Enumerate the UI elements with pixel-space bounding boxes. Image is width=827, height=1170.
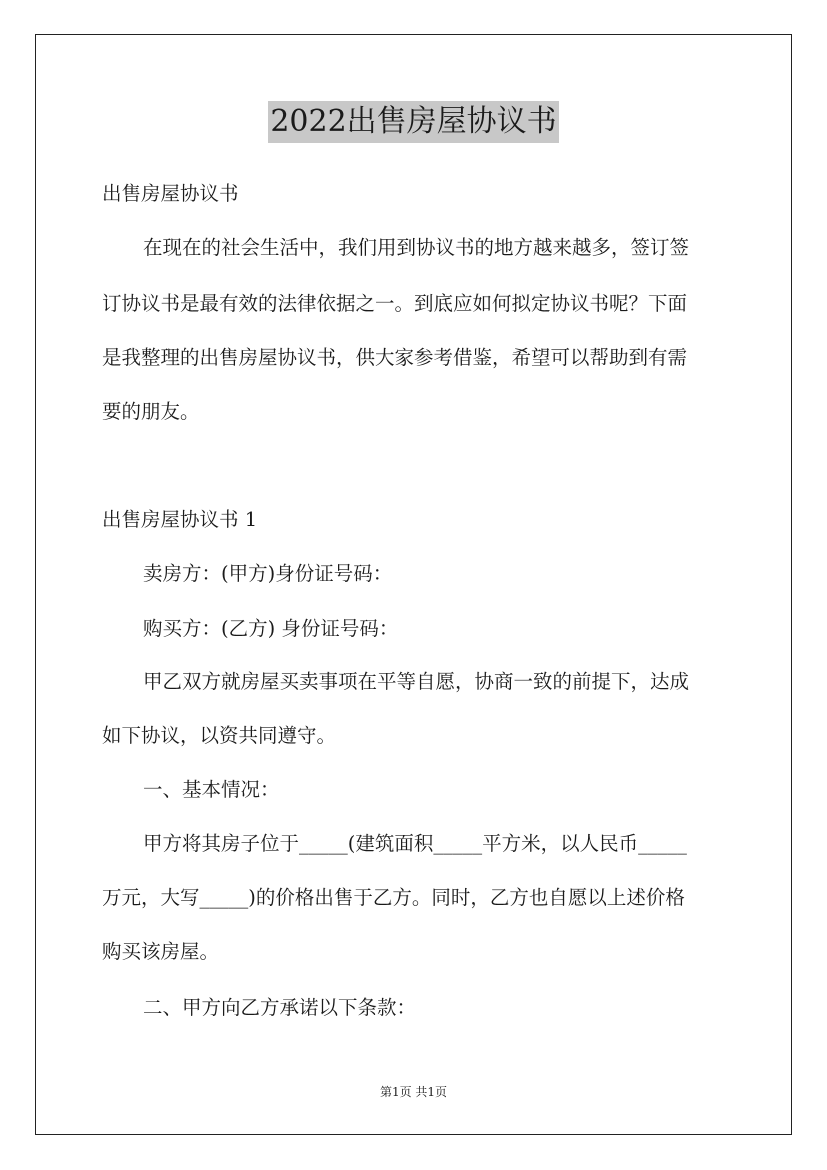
section-1-heading: 一、基本情况： xyxy=(143,778,280,801)
intro-line-1: 在现在的社会生活中，我们用到协议书的地方越来越多，签订签 xyxy=(143,236,690,259)
basic-line-1: 甲方将其房子位于_____(建筑面积_____平方米，以人民币_____ xyxy=(143,832,687,855)
buyer-line: 购买方：(乙方) 身份证号码： xyxy=(143,617,399,640)
basic-line-3: 购买该房屋。 xyxy=(102,940,220,963)
section-2-heading: 二、甲方向乙方承诺以下条款： xyxy=(143,996,417,1019)
page-number-label: 第1页 共1页 xyxy=(379,1085,448,1099)
heading-1: 出售房屋协议书 xyxy=(102,182,239,205)
heading-2: 出售房屋协议书 1 xyxy=(102,508,258,531)
intro-line-3: 是我整理的出售房屋协议书，供大家参考借鉴，希望可以帮助到有需 xyxy=(102,346,688,369)
intro-line-4: 要的朋友。 xyxy=(102,400,200,423)
basic-line-2: 万元，大写_____)的价格出售于乙方。同时，乙方也自愿以上述价格 xyxy=(102,886,685,909)
page-footer xyxy=(0,1084,827,1100)
document-title: 2022出售房屋协议书 xyxy=(268,101,558,143)
title-wrap xyxy=(0,101,827,143)
agreement-line-1: 甲乙双方就房屋买卖事项在平等自愿，协商一致的前提下，达成 xyxy=(143,670,690,693)
seller-line: 卖房方：(甲方)身份证号码： xyxy=(143,562,393,585)
intro-line-2: 订协议书是最有效的法律依据之一。到底应如何拟定协议书呢？下面 xyxy=(102,292,688,315)
agreement-line-2: 如下协议，以资共同遵守。 xyxy=(102,724,337,747)
